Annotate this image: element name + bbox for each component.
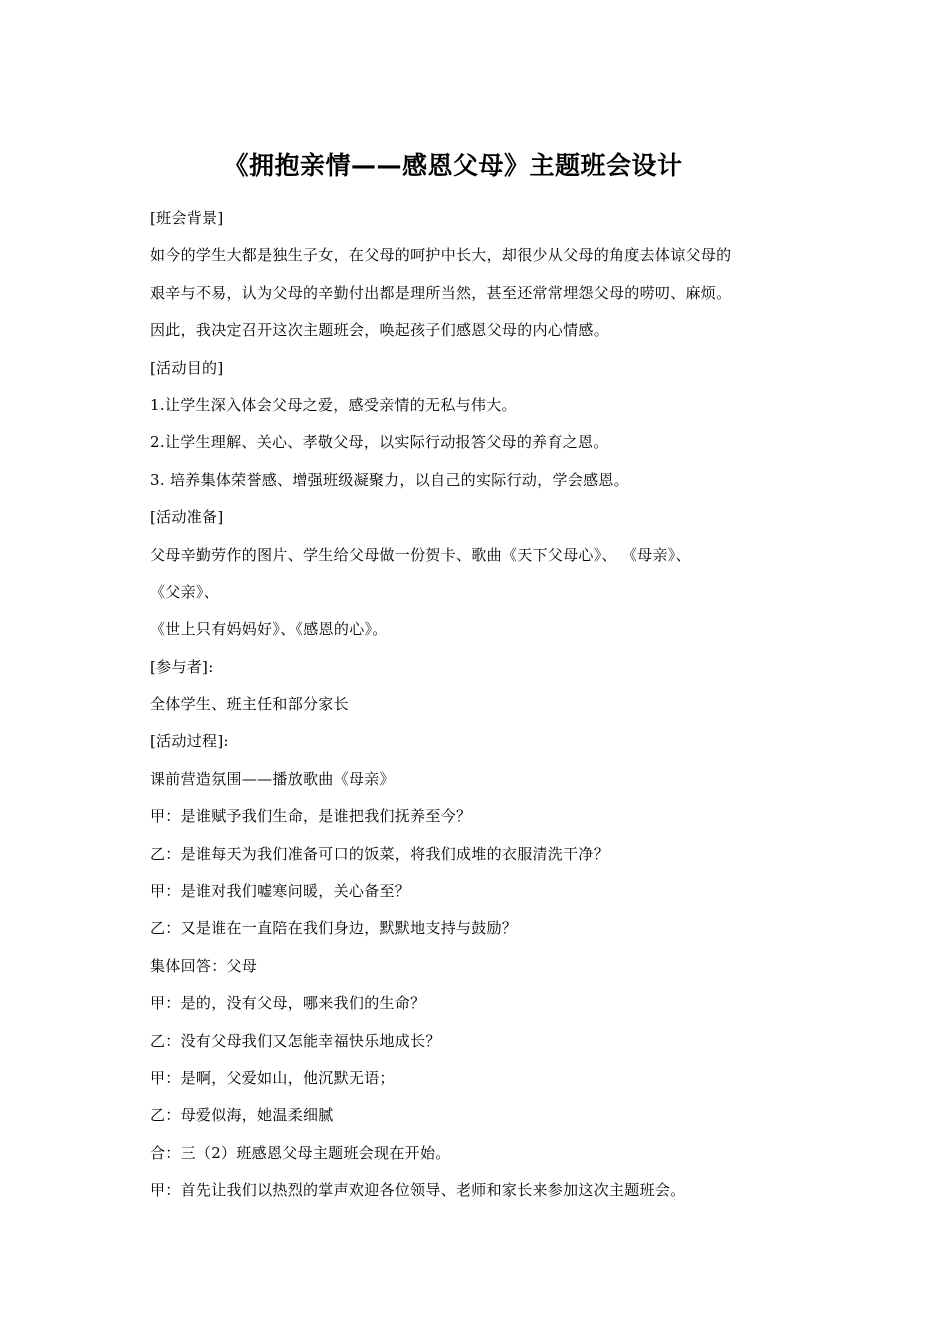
dialogue-line: 乙：又是谁在一直陪在我们身边，默默地支持与鼓励？ bbox=[150, 919, 518, 938]
paragraph-line: 《世上只有妈妈好》、《感恩的心》。 bbox=[150, 620, 388, 639]
dialogue-line: 甲：首先让我们以热烈的掌声欢迎各位领导、老师和家长来参加这次主题班会。 bbox=[150, 1181, 686, 1200]
dialogue-line: 甲：是谁对我们嘘寒问暖，关心备至？ bbox=[150, 882, 411, 901]
list-item: 3. 培养集体荣誉感、增强班级凝聚力，以自己的实际行动，学会感恩。 bbox=[150, 470, 629, 489]
paragraph-line: 《父亲》、 bbox=[150, 582, 220, 601]
section-heading-preparation: [活动准备] bbox=[150, 508, 224, 527]
paragraph-line: 全体学生、班主任和部分家长 bbox=[150, 695, 349, 714]
paragraph-line: 因此，我决定召开这次主题班会，唤起孩子们感恩父母的内心情感。 bbox=[150, 321, 610, 340]
paragraph-line: 艰辛与不易，认为父母的辛勤付出都是理所当然，甚至还常常埋怨父母的唠叨、麻烦。 bbox=[150, 283, 732, 302]
section-heading-purpose: [活动目的] bbox=[150, 358, 224, 377]
list-item: 1.让学生深入体会父母之爱，感受亲情的无私与伟大。 bbox=[150, 395, 517, 414]
dialogue-line: 集体回答：父母 bbox=[150, 956, 258, 975]
dialogue-line: 甲：是谁赋予我们生命，是谁把我们抚养至今？ bbox=[150, 807, 472, 826]
document-body bbox=[150, 200, 810, 1210]
section-heading-process: [活动过程]: bbox=[150, 732, 229, 751]
list-item: 2.让学生理解、关心、孝敬父母，以实际行动报答父母的养育之恩。 bbox=[150, 433, 609, 452]
dialogue-line: 乙：母爱似海，她温柔细腻 bbox=[150, 1106, 334, 1125]
paragraph-line: 课前营造氛围——播放歌曲《母亲》 bbox=[150, 769, 395, 788]
paragraph-line: 父母辛勤劳作的图片、学生给父母做一份贺卡、歌曲《天下父母心》、 《母亲》、 bbox=[150, 545, 691, 564]
dialogue-line: 乙：没有父母我们又怎能幸福快乐地成长？ bbox=[150, 1031, 441, 1050]
dialogue-line: 甲：是的，没有父母，哪来我们的生命？ bbox=[150, 994, 426, 1013]
dialogue-line: 乙：是谁每天为我们准备可口的饭菜，将我们成堆的衣服清洗干净？ bbox=[150, 844, 610, 863]
dialogue-line: 甲：是啊，父爱如山，他沉默无语； bbox=[150, 1068, 395, 1087]
document-title: 《拥抱亲情——感恩父母》主题班会设计 bbox=[223, 151, 683, 180]
section-heading-background: [班会背景] bbox=[150, 209, 224, 227]
paragraph-line: 如今的学生大都是独生子女，在父母的呵护中长大，却很少从父母的角度去体谅父母的 bbox=[150, 246, 732, 265]
section-heading-participants: [参与者]: bbox=[150, 657, 214, 676]
dialogue-line: 合：三（2）班感恩父母主题班会现在开始。 bbox=[150, 1143, 451, 1162]
